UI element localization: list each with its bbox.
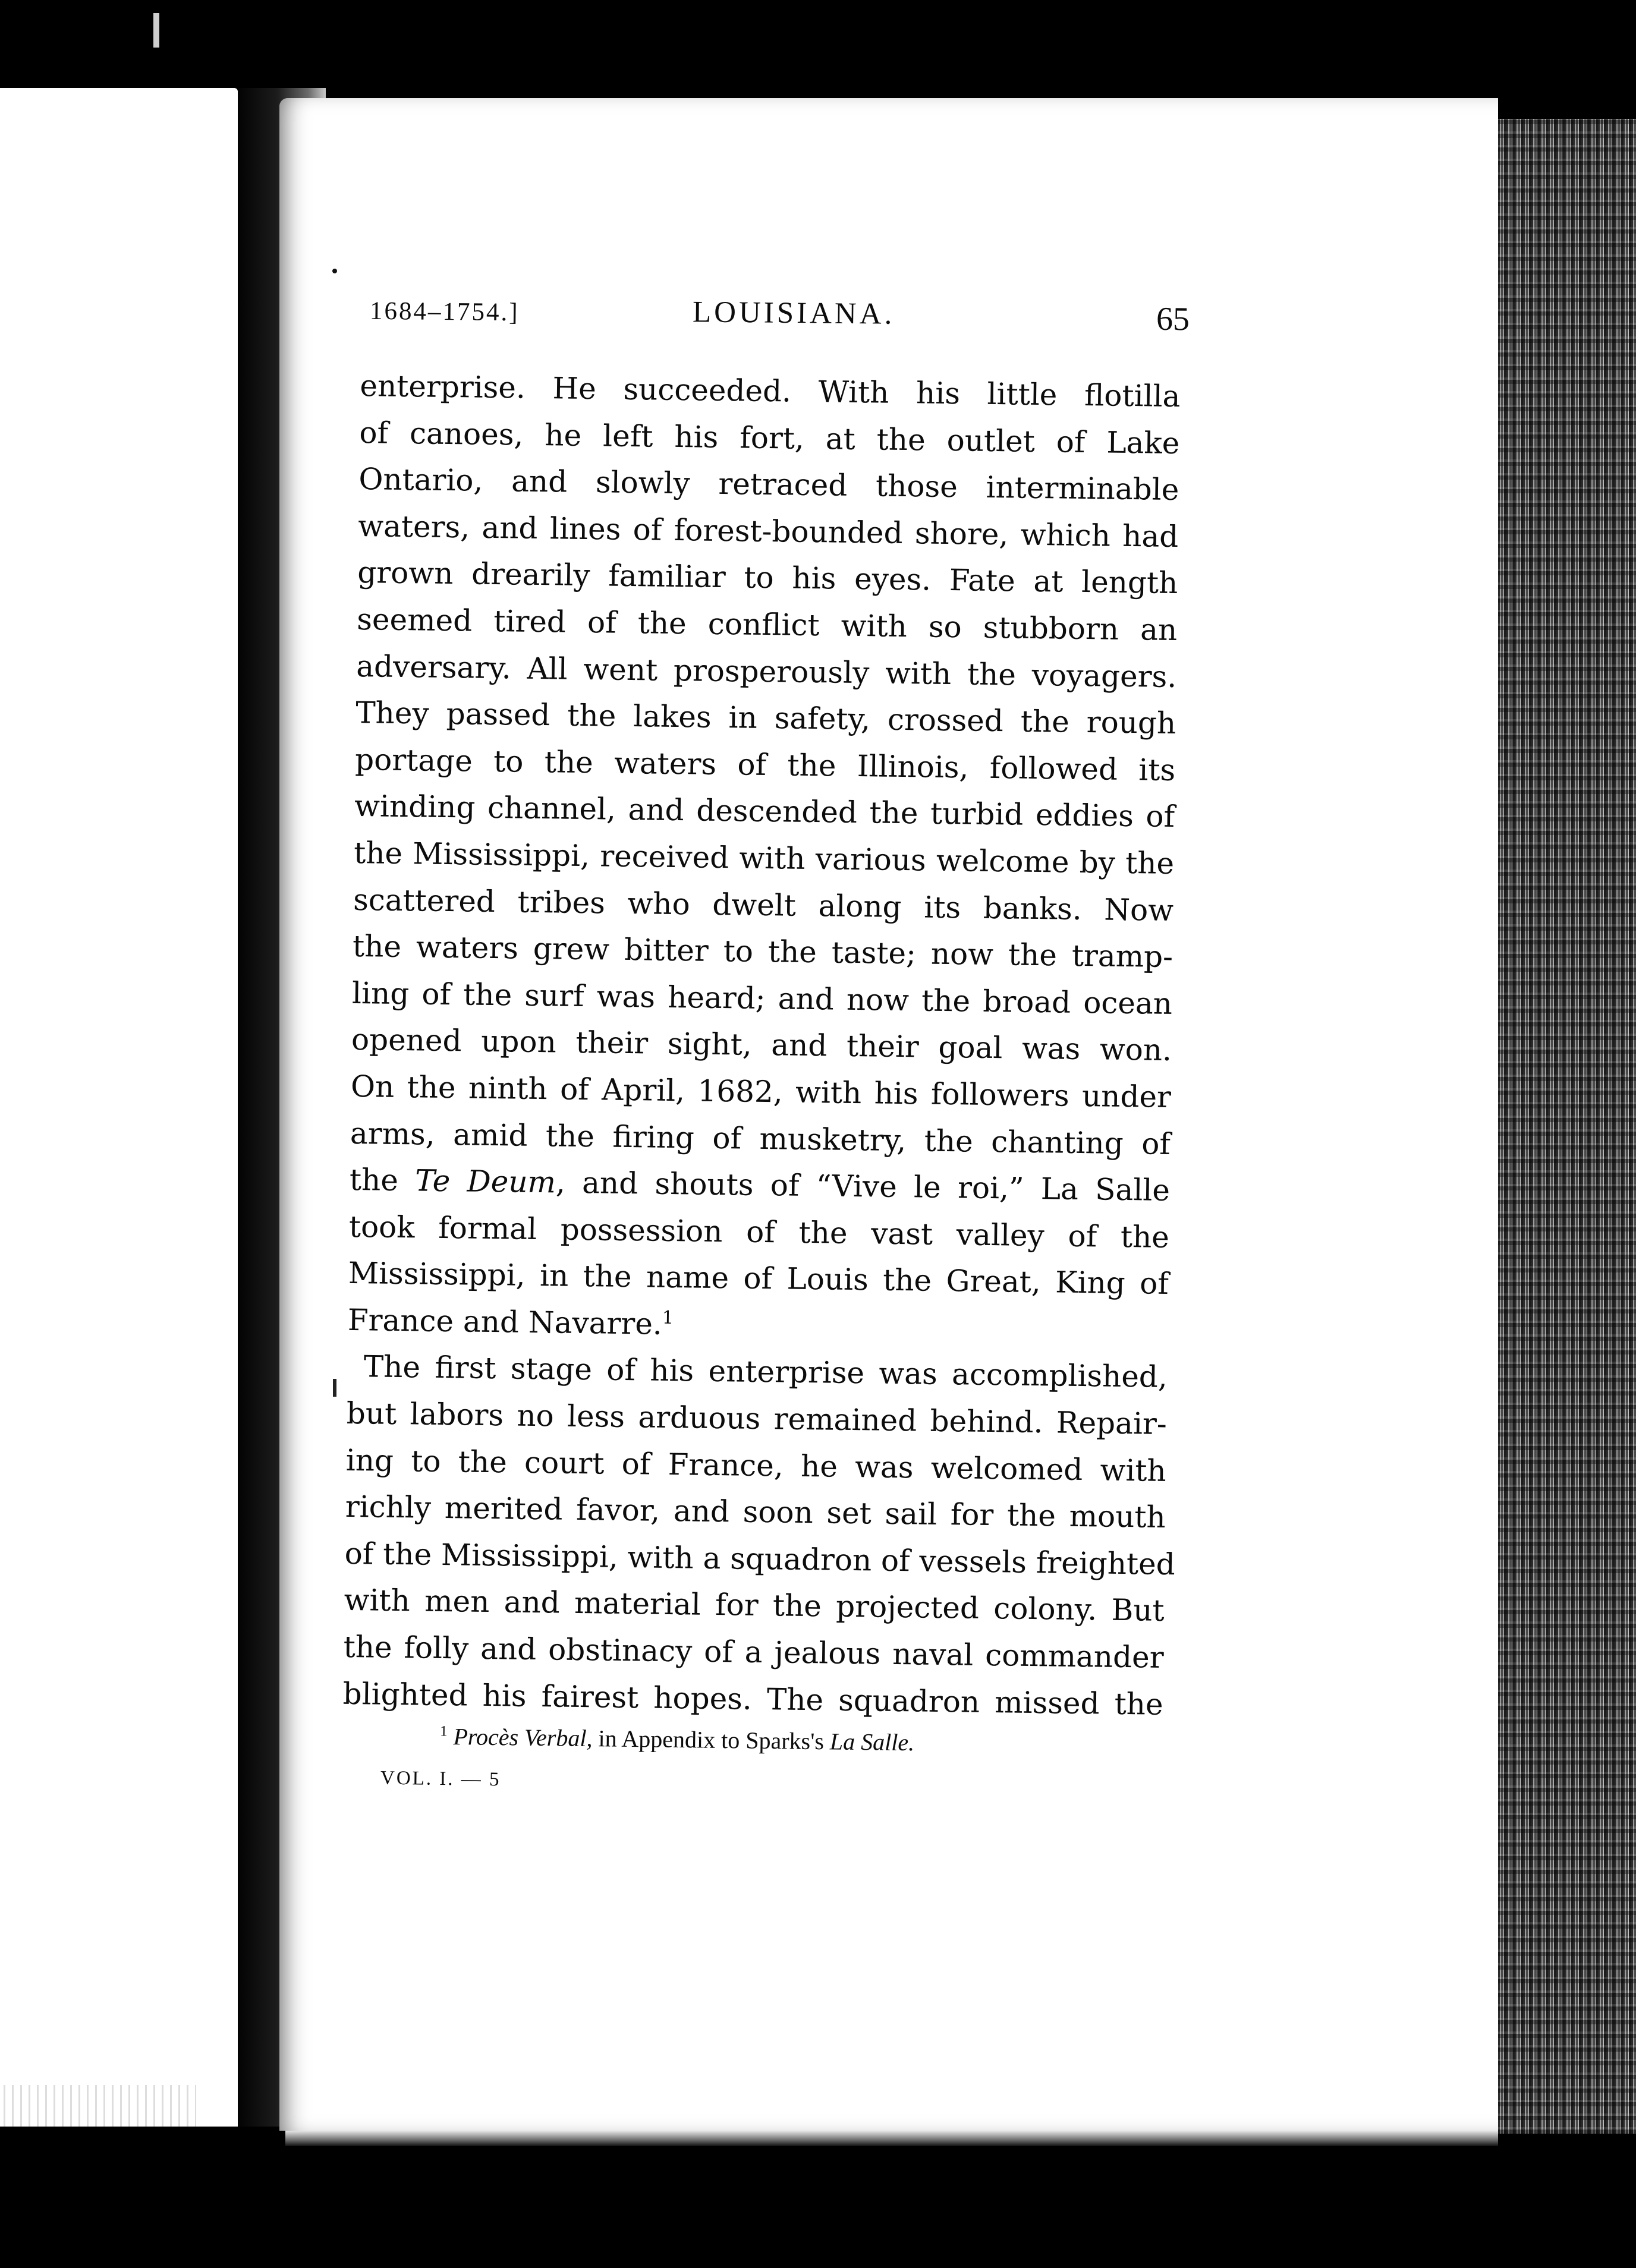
book-fore-edge — [1498, 119, 1636, 2134]
text-line: waters, and lines of forest-bounded shore, which had — [358, 508, 1179, 554]
page-number: 65 — [1156, 300, 1190, 338]
text-line: scattered tribes who dwelt along its banks. Now — [353, 882, 1174, 928]
text-run-italic: Te Deum — [414, 1163, 556, 1200]
text-run: , and shouts of “Vive le roi,” La Salle — [555, 1165, 1171, 1208]
text-line: winding channel, and descended the turbid eddies of — [354, 789, 1175, 834]
text-line: the folly and obstinacy of a jealous naval commander — [343, 1629, 1164, 1675]
text-line: blighted his fairest hopes. The squadron missed the — [342, 1676, 1163, 1722]
scan-speck — [332, 269, 337, 273]
text-line: but labors no less arduous remained behind. Repair- — [346, 1396, 1168, 1441]
text-line: adversary. All went prosperously with the voyagers. — [355, 648, 1177, 694]
text-line: portage to the waters of the Illinois, followed its — [354, 742, 1176, 788]
text-line: opened upon their sight, and their goal was won. — [351, 1022, 1172, 1068]
running-head-title: LOUISIANA. — [692, 295, 895, 331]
text-line: enterprise. He succeeded. With his little flotilla — [360, 368, 1181, 414]
text-line: The first stage of his enterprise was accomplished, — [363, 1349, 1168, 1395]
scan-mark — [333, 1379, 336, 1397]
page-body — [342, 363, 1181, 1728]
text-line: of canoes, he left his fort, at the outlet of Lake — [359, 415, 1180, 461]
text-line: the Mississippi, received with various welcome by the — [353, 835, 1175, 881]
text-line: On the ninth of April, 1682, with his followers under — [350, 1069, 1172, 1114]
text-line: the waters grew bitter to the taste; now the tramp- — [352, 929, 1173, 975]
signature-mark: VOL. I. — 5 — [380, 1767, 501, 1791]
text-line: of the Mississippi, with a squadron of vessels freighted — [344, 1536, 1176, 1582]
text-line: They passed the lakes in safety, crossed the rough — [355, 695, 1176, 741]
footnote-reference: 1 — [662, 1307, 674, 1328]
text-line: with men and material for the projected colony. But — [344, 1583, 1165, 1628]
footnote-italic: Procès Verbal, — [453, 1723, 593, 1752]
footnote-text: in Appendix to Sparks's — [592, 1725, 830, 1755]
text-line: arms, amid the firing of musketry, the chanting of — [350, 1116, 1171, 1161]
footnote-italic: La Salle. — [829, 1728, 915, 1756]
scan-mark — [153, 13, 159, 48]
page-bottom-edge — [285, 2131, 1498, 2146]
text-line: Mississippi, in the name of Louis the Great, King of — [348, 1256, 1169, 1302]
text-line: richly merited favor, and soon set sail for the mouth — [345, 1489, 1166, 1535]
text-line: took formal possession of the vast valley of the — [348, 1209, 1170, 1255]
running-head-years: 1684–1754.] — [369, 297, 520, 327]
text-line: ling of the surf was heard; and now the broad ocean — [351, 975, 1173, 1021]
text-line: seemed tired of the conflict with so stubborn an — [356, 601, 1178, 647]
text-line: grown drearily familiar to his eyes. Fate at length — [357, 555, 1178, 601]
footnote-marker: 1 — [439, 1723, 448, 1740]
left-page — [0, 88, 238, 2127]
text-run: the — [349, 1162, 416, 1198]
text-run: France and Navarre. — [347, 1302, 663, 1341]
torn-edge — [0, 2085, 196, 2127]
text-line: ing to the court of France, he was welcomed with — [345, 1442, 1167, 1488]
text-line: Ontario, and slowly retraced those interminable — [358, 462, 1179, 508]
